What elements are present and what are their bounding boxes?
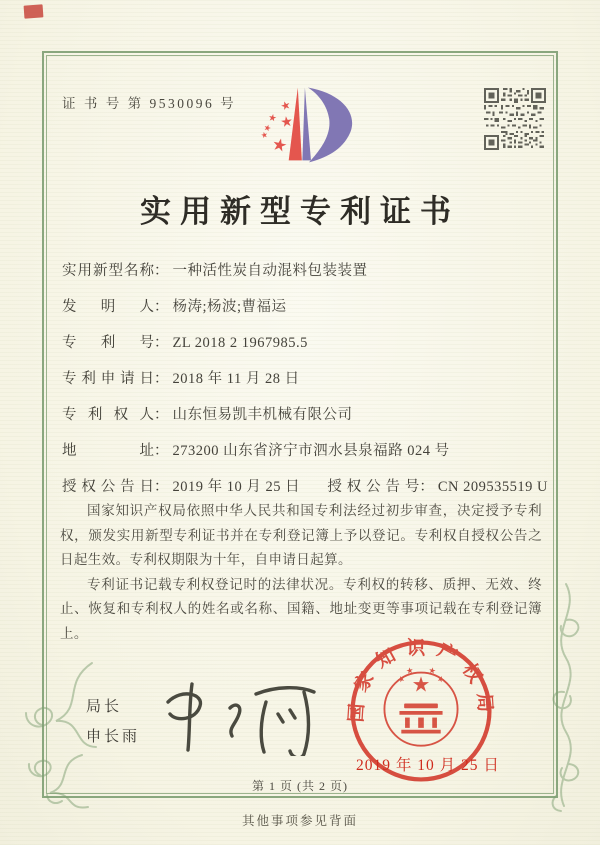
field-value: 一种活性炭自动混料包装装置 bbox=[172, 263, 368, 279]
logo-purple-wedge bbox=[302, 87, 311, 160]
field-value: CN 209535519 U bbox=[437, 479, 548, 495]
field-label: 授权公告日 bbox=[62, 479, 154, 495]
field-label: 地址 bbox=[62, 443, 154, 459]
field-value: 273200 山东省济宁市泗水县泉福路 024 号 bbox=[172, 443, 450, 459]
field-colon: ： bbox=[154, 335, 169, 351]
qr-code-icon bbox=[484, 88, 546, 150]
certificate-title: 实用新型专利证书 bbox=[140, 194, 460, 229]
red-corner-mark bbox=[24, 4, 44, 18]
logo-red-wedge bbox=[289, 87, 302, 160]
field-row-patent-no bbox=[62, 332, 548, 354]
field-label: 专利权人 bbox=[62, 407, 154, 423]
field-grant-number bbox=[327, 476, 548, 498]
field-value: 2019 年 10 月 25 日 bbox=[172, 479, 301, 495]
field-row-patentee bbox=[62, 404, 548, 426]
legal-paragraph-2: 专利证书记载专利权登记时的法律状况。专利权的转移、质押、无效、终止、恢复和专利权人的姓名或名称、国籍、地址变更等事项记载在专利登记簿上。 bbox=[60, 576, 542, 641]
field-label: 实用新型名称 bbox=[62, 263, 154, 279]
certificate-number: 证 书 号 第 9530096 号 bbox=[62, 96, 237, 111]
field-value: ZL 2018 2 1967985.5 bbox=[172, 335, 308, 351]
cnipa-logo bbox=[233, 73, 395, 187]
legal-text bbox=[60, 499, 542, 646]
field-row-inventor bbox=[62, 296, 548, 318]
signature-icon bbox=[152, 678, 337, 756]
field-label: 发明人 bbox=[62, 299, 154, 315]
field-colon: ： bbox=[154, 407, 169, 423]
field-colon: ： bbox=[419, 479, 434, 495]
page-number: 第 1 页 (共 2 页) bbox=[252, 779, 348, 793]
field-colon: ： bbox=[154, 371, 169, 387]
field-row-filing-date bbox=[62, 368, 548, 390]
national-emblem-icon bbox=[384, 667, 457, 746]
field-colon: ： bbox=[154, 479, 169, 495]
commissioner-title: 局长 bbox=[86, 699, 123, 715]
field-value: 2018 年 11 月 28 日 bbox=[172, 371, 300, 387]
seal-ring-text: 国家知识产权局 bbox=[346, 637, 496, 723]
field-value: 杨涛;杨波;曹福运 bbox=[172, 299, 287, 315]
field-label: 授权公告号 bbox=[327, 479, 420, 495]
logo-p-bowl bbox=[308, 87, 352, 162]
field-value: 山东恒易凯丰机械有限公司 bbox=[172, 407, 353, 423]
fields-section bbox=[62, 260, 548, 512]
field-label: 专利申请日 bbox=[62, 371, 154, 387]
commissioner-name: 申长雨 bbox=[86, 729, 141, 745]
seal-date: 2019 年 10 月 25 日 bbox=[356, 757, 500, 774]
field-colon: ： bbox=[154, 299, 169, 315]
legal-paragraph-1: 国家知识产权局依照中华人民共和国专利法经过初步审查，决定授予专利权，颁发实用新型专利证书并在专利登记簿上予以登记。专利权自授权公告之日起生效。专利权期限为十年，自申请日起算。 bbox=[60, 503, 542, 568]
field-row-address bbox=[62, 440, 548, 462]
field-row-name bbox=[62, 260, 548, 282]
field-colon: ： bbox=[154, 443, 169, 459]
field-label: 专利号 bbox=[62, 335, 154, 351]
field-colon: ： bbox=[154, 263, 169, 279]
field-row-grant bbox=[62, 476, 548, 498]
field-grant-date bbox=[62, 476, 327, 498]
back-side-note: 其他事项参见背面 bbox=[241, 814, 358, 828]
